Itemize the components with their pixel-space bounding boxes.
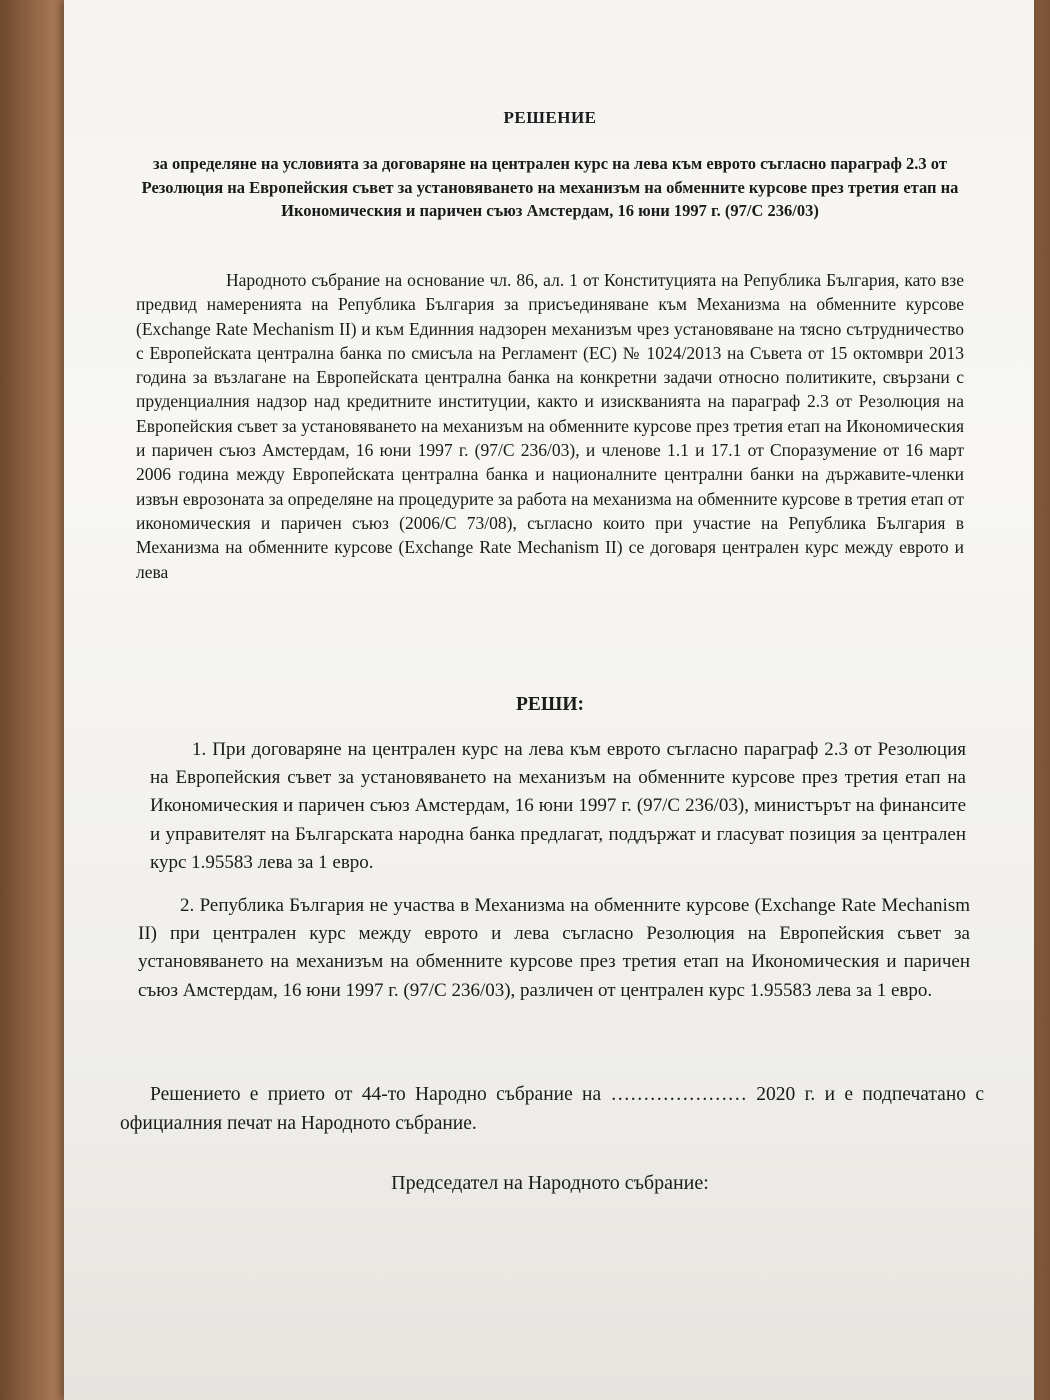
preamble-paragraph: Народното събрание на основание чл. 86, ал. 1 от Конституцията на Република България, като взе предвид намеренията на Република България за присъединяване към Механизма на обменните курсове (Exchange Rate Mechanism II) и към Единния надзорен механизъм чрез установяване на тясно сътрудничество с Европейската централна банка по смисъла на Регламент (ЕС) № 1024/2013 на Съвета от 15 октомври 2013 година за възлагане на Европейската централна банка на конкретни задачи относно политиките, свързани с пруденциалния надзор над кредитните институции, както и изискванията на параграф 2.3 от Резолюция на Европейския съвет за установяването на механизъм на обменните курсове през третия етап на Икономическия и паричен съюз Амстердам, 16 юни 1997 г. (97/С 236/03), и членове 1.1 и 17.1 от Споразумение от 16 март 2006 година между Европейската централна банка и националните централни банки на държавите-членки извън еврозоната за определяне на процедурите за работа на механизма на обменните курсове в третия етап от икономическия и паричен съюз (2006/С 73/08), съгласно които при участие на Република България в Механизма на обменните курсове (Exchange Rate Mechanism II) се договаря централен курс между еврото и лева — [136, 270, 964, 582]
document-body — [120, 0, 984, 1400]
adoption-statement: Решението е прието от 44-то Народно събрание на ………………… 2020 г. и е подпечатано с официалния печат на Народното събрание. — [120, 1084, 984, 1134]
paper-sheet — [64, 0, 1034, 1400]
decides-heading: РЕШИ: — [516, 694, 584, 715]
decision-item-1: 1. При договаряне на централен курс на лева към еврото съгласно параграф 2.3 от Резолюция на Европейския съвет за установяването на механизъм на обменните курсове през третия етап на Икономическия и паричен съюз Амстердам, 16 юни 1997 г. (97/С 236/03), министърът на финансите и управителят на Българската народна банка предлагат, поддържат и гласуват позиция за централен курс 1.95583 лева за 1 евро. — [150, 739, 966, 873]
document-title: РЕШЕНИЕ — [503, 108, 597, 127]
decision-item-2: 2. Република България не участва в Механизма на обменните курсове (Exchange Rate Mechanism II) при централен курс между еврото и лева съгласно Резолюция на Европейския съвет за установяването на механизъм на обменните курсове през третия етап на Икономическия и паричен съюз Амстердам, 16 юни 1997 г. (97/С 236/03), различен от централен курс 1.95583 лева за 1 евро. — [138, 895, 970, 1001]
document-subtitle: за определяне на условията за договаряне на централен курс на лева към еврото съгласно параграф 2.3 от Резолюция на Европейския съвет за установяването на механизъм на обменните курсове през третия етап на Икономическия и паричен съюз Амстердам, 16 юни 1997 г. (97/С 236/03) — [141, 154, 959, 220]
chairman-signature-line: Председател на Народното събрание: — [391, 1172, 709, 1194]
